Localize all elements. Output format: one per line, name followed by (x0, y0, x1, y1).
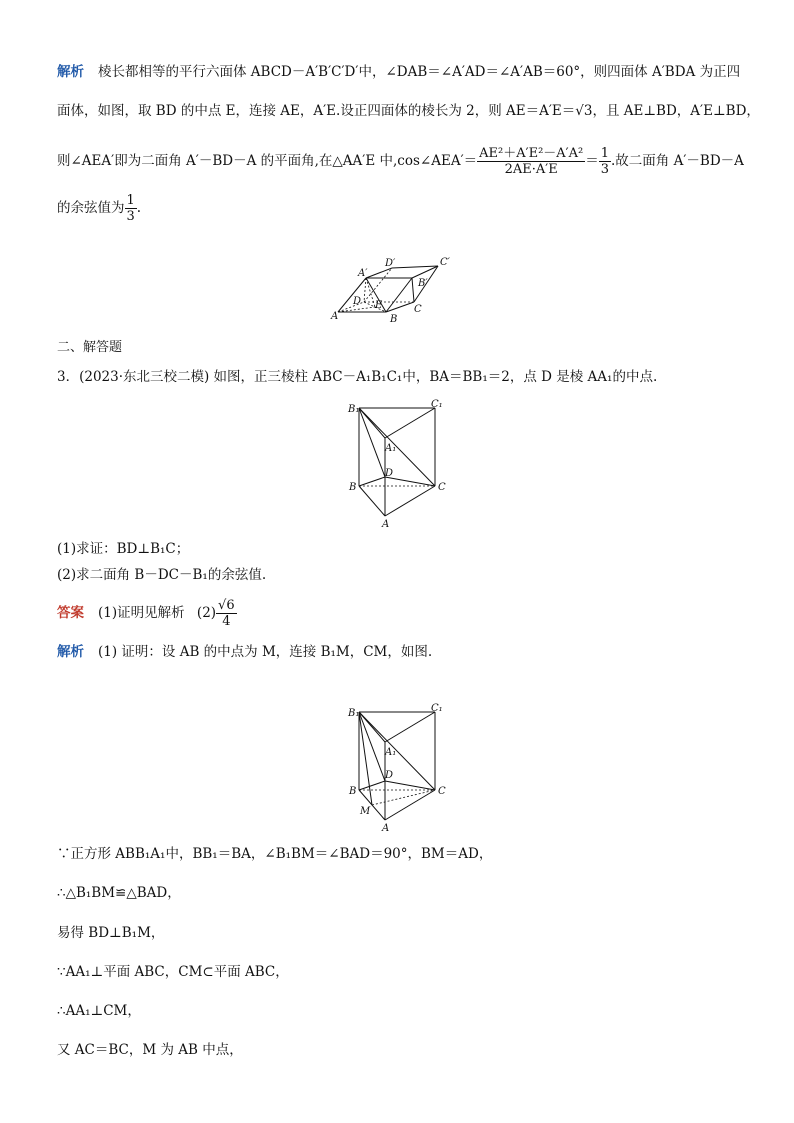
sol1-l4-pre: 的余弦值为 (57, 200, 125, 216)
cv-num: 1 (126, 193, 135, 208)
fig3-label-B: B (349, 786, 357, 797)
analysis-tag-2: 解析 (57, 644, 84, 660)
fig3-label-C1: C₁ (431, 703, 443, 714)
frac-den: 3 (600, 162, 610, 177)
sol1-line4 (57, 193, 141, 224)
fig2-label-B1: B₁ (348, 404, 360, 415)
ans-num: √6 (218, 598, 235, 613)
sol1-l4-post: . (136, 200, 142, 216)
cv-den: 3 (126, 209, 135, 224)
sol1-line2: 面体，如图，取 BD 的中点 E，连接 AE，A′E.设正四面体的棱长为 2，则 AE＝A′E＝√3，且 AE⊥BD，A′E⊥BD， (57, 103, 760, 119)
sol1-text1: 棱长都相等的平行六面体 ABCD－A′B′C′D′中，∠DAB＝∠A′AD＝∠A′AB＝60°，则四面体 A′BDA 为正四 (98, 64, 741, 80)
cos-numerator: AE²＋A′E²－A′A² (479, 146, 584, 161)
section-title: 二、解答题 (57, 340, 123, 355)
fig1-label-D-prime: D′ (385, 258, 396, 269)
proof-line-2: ∴△B₁BM≌△BAD， (57, 885, 181, 901)
proof-line-6: 又 AC＝BC，M 为 AB 中点， (57, 1042, 243, 1058)
fig3-label-A1: A₁ (385, 747, 397, 758)
fig2-label-A: A (382, 519, 390, 530)
sol1-l3-pre: 则∠AEA′即为二面角 A′－BD－A 的平面角,在△AA′E 中,cos∠AEA′＝ (57, 153, 478, 169)
fig3-label-D: D (385, 770, 394, 781)
proof-line-3: 易得 BD⊥B₁M， (57, 925, 165, 941)
proof-line-4: ∵AA₁⊥平面 ABC，CM⊂平面 ABC， (57, 964, 289, 980)
answer-part1: (1)证明见解析 (98, 605, 185, 621)
question3-part1: (1)求证：BD⊥B₁C； (57, 541, 190, 557)
fig1-label-D: D (353, 296, 362, 307)
analysis-tag: 解析 (57, 64, 84, 80)
prism-figure-with-M (345, 702, 455, 834)
cos-denominator: 2AE·A′E (504, 162, 558, 177)
prism-figure (345, 398, 455, 530)
ans-den: 4 (222, 614, 231, 629)
proof-line-5: ∴AA₁⊥CM， (57, 1003, 141, 1019)
fig3-label-M: M (360, 806, 371, 817)
fig1-label-B-prime: B′ (418, 278, 428, 289)
proof-line-1: ∵正方形 ABB₁A₁中，BB₁＝BA，∠B₁BM＝∠BAD＝90°，BM＝AD， (57, 846, 493, 862)
fig2-label-A1: A₁ (385, 443, 397, 454)
question3-stem: 3．(2023·东北三校二模) 如图，正三棱柱 ABC－A₁B₁C₁中，BA＝BB₁＝2，点 D 是棱 AA₁的中点. (57, 369, 658, 385)
fig1-label-A: A (331, 311, 339, 322)
fig3-label-B1: B₁ (348, 708, 360, 719)
question3-part2: (2)求二面角 B－DC－B₁的余弦值. (57, 567, 267, 583)
fig3-label-C: C (438, 786, 446, 797)
frac-num: 1 (600, 146, 610, 161)
fig2-label-B: B (349, 482, 357, 493)
fig2-label-C: C (438, 482, 446, 493)
equals-sign: ＝ (585, 153, 599, 169)
fig1-label-E: E (375, 300, 383, 311)
one-third-fraction (599, 146, 611, 177)
answer-line (57, 598, 237, 629)
cosine-value-fraction (125, 193, 137, 224)
parallelepiped-figure (330, 256, 460, 326)
sol1-l3-post: .故二面角 A′－BD－A (611, 153, 744, 169)
answer-fraction (216, 598, 237, 629)
fig2-label-C1: C₁ (431, 399, 443, 410)
cos-fraction (477, 146, 585, 177)
fig1-label-A-prime: A′ (358, 268, 368, 279)
answer-tag: 答案 (57, 605, 84, 621)
fig1-label-C-prime: C′ (440, 257, 450, 268)
sol2-line1 (57, 643, 432, 661)
sol1-line1 (57, 63, 740, 81)
answer-part2-label: (2) (196, 605, 217, 621)
fig2-label-D: D (385, 468, 394, 479)
sol1-line3 (57, 146, 744, 177)
fig1-label-C: C (414, 304, 422, 315)
sol2-text1: (1) 证明：设 AB 的中点为 M，连接 B₁M，CM，如图. (98, 644, 433, 660)
fig1-label-B: B (390, 314, 398, 325)
fig3-label-A: A (382, 823, 390, 834)
